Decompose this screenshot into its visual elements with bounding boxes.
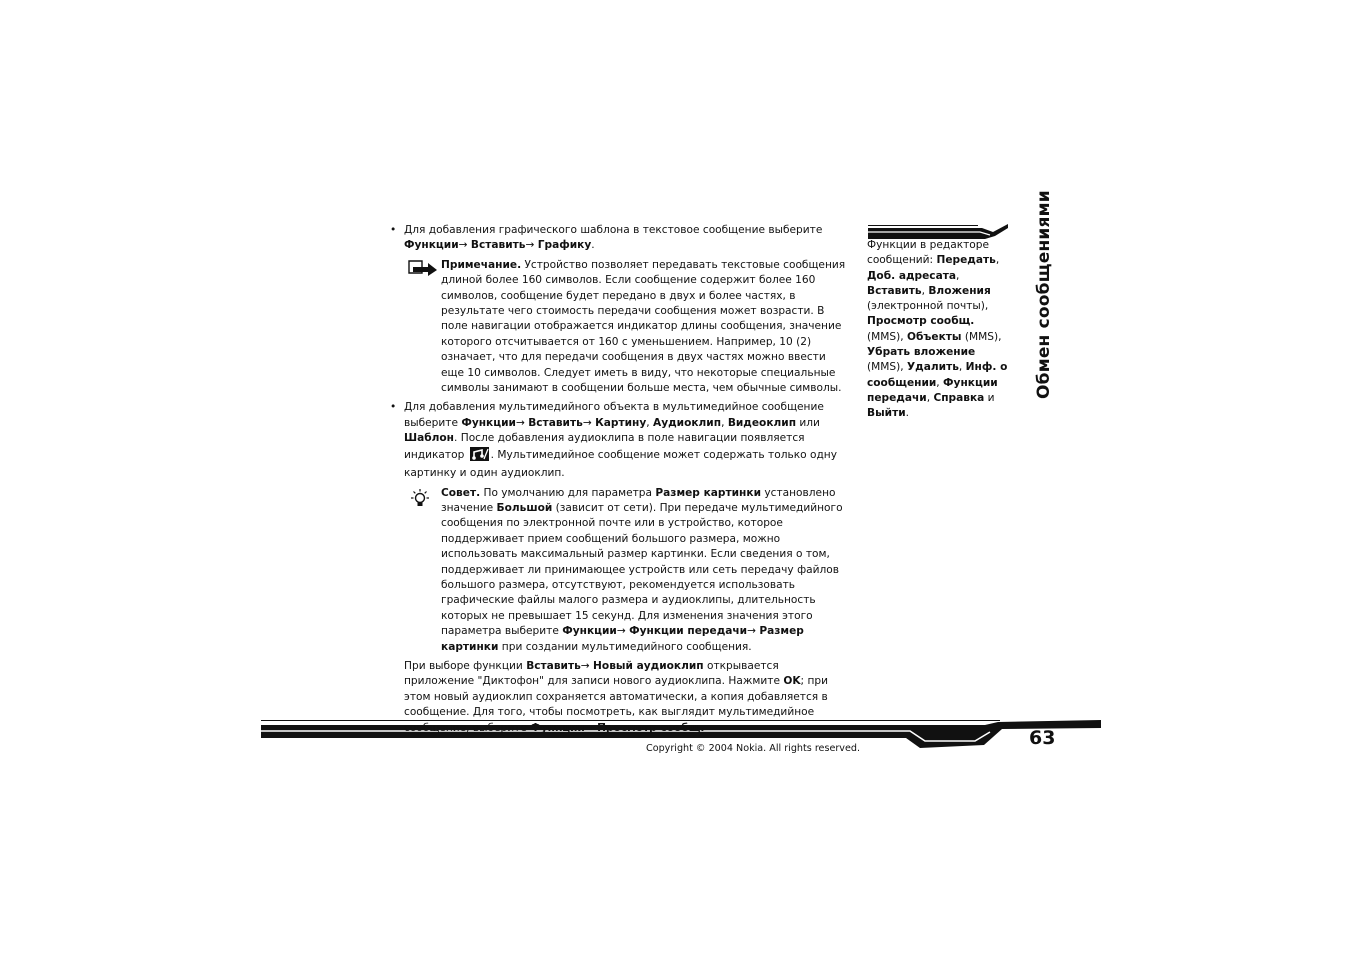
text: открывается приложение "Диктофон" для записи нового аудиоклипа. Нажмите xyxy=(404,659,784,688)
sep: , xyxy=(721,416,728,429)
menu-path-insert: Вставить xyxy=(526,659,581,672)
text: По умолчанию для параметра xyxy=(480,486,656,499)
fn-delete: Удалить xyxy=(907,361,959,374)
menu-path-insert: Вставить xyxy=(528,416,583,429)
arrow: → xyxy=(458,239,471,252)
main-content xyxy=(390,223,852,736)
arrow: → xyxy=(616,625,630,638)
arrow: → xyxy=(515,416,529,429)
option-template: Шаблон xyxy=(404,432,454,445)
fn-view-message: Просмотр сообщ. xyxy=(867,315,975,328)
sidebar-note xyxy=(867,238,1009,422)
text: (MMS), xyxy=(961,330,1002,343)
bullet-glyph: • xyxy=(390,224,397,236)
text: При выборе функции xyxy=(404,659,527,672)
menu-path-functions: Функции xyxy=(404,239,459,252)
tip-block xyxy=(390,486,852,655)
sep: или xyxy=(796,416,820,429)
sidebar-header-rule xyxy=(868,224,1008,239)
option-video-clip: Видеоклип xyxy=(727,416,797,429)
fn-objects: Объекты xyxy=(907,330,962,343)
fn-attachments: Вложения xyxy=(928,284,991,297)
text: (электронной почты), xyxy=(867,300,989,313)
fn-send-functions: Функции передачи xyxy=(867,376,998,404)
menu-path-picture-size: Размер картинки xyxy=(441,625,804,653)
text: установлено значение xyxy=(441,486,836,514)
menu-path-functions: Функции xyxy=(461,416,516,429)
fn-send: Передать xyxy=(936,254,996,267)
bullet-multimedia-object xyxy=(390,400,852,481)
menu-path-functions: Функции xyxy=(562,625,617,638)
text: (MMS), xyxy=(867,330,908,343)
arrow: → xyxy=(582,416,596,429)
menu-path-functions: Функции xyxy=(530,721,585,734)
text: (MMS), xyxy=(867,361,908,374)
copyright: Copyright © 2004 Nokia. All rights reserved. xyxy=(646,743,861,754)
fn-remove-attachment: Убрать вложение xyxy=(867,346,976,359)
arrow: → xyxy=(580,659,594,672)
text: Для добавления графического шаблона в текстовое сообщение выберите xyxy=(404,224,823,236)
text: ; при этом новый аудиоклип сохраняется автоматически, а копия добавляется в сообщение. Для того, чтобы посмотреть, как выглядит мультимедийное сообщение, выберите xyxy=(404,675,829,734)
option-picture: Картину xyxy=(595,416,647,429)
fn-message-info: Инф. о сообщении xyxy=(867,361,1008,389)
text: Для добавления мультимедийного объекта в мультимедийное сообщение выберите xyxy=(404,401,824,429)
fn-insert: Вставить xyxy=(867,284,922,297)
arrow: → xyxy=(584,721,598,734)
option-audio-clip: Аудиоклип xyxy=(653,416,722,429)
text: . xyxy=(591,239,595,252)
text: при создании мультимедийного сообщения. xyxy=(498,640,752,653)
text: Функции в редакторе сообщений: xyxy=(867,239,990,267)
key-ok: OK xyxy=(783,675,801,688)
param-picture-size: Размер картинки xyxy=(655,486,761,499)
bullet-glyph: • xyxy=(390,401,397,414)
sep: , xyxy=(936,376,944,389)
text: и xyxy=(984,391,995,404)
option-view-message: Просмотр сообщ. xyxy=(597,721,705,734)
fn-help: Справка xyxy=(933,391,985,404)
note-label: Примечание. xyxy=(441,258,522,271)
fn-add-recipient: Доб. адресата xyxy=(867,269,957,282)
audio-clip-indicator-icon xyxy=(470,447,489,466)
text: . После добавления аудиоклипа в поле навигации появляется индикатор xyxy=(404,432,805,461)
lightbulb-icon xyxy=(408,487,432,516)
text: . Мультимедийное сообщение может содержать только одну картинку и один аудиоклип. xyxy=(404,448,837,480)
text: . xyxy=(905,407,910,420)
sep: , xyxy=(926,391,934,404)
note-text: Устройство позволяет передавать текстовые сообщения длиной более 160 символов. Если сообщение содержит более 160 символов, сообщение будет передано в двух и более частях, в результате чего стоимость передачи сообщения может возрасти. В поле навигации отображается индикатор длины сообщения, значение которого отсчитывается от 160 с уменьшением. Например, 10 (2) означает, что для передачи сообщения в двух частях можно ввести еще 10 символов. Следует иметь в виду, что некоторые специальные символы занимают в сообщении больше места, чем обычные символы. xyxy=(441,258,846,395)
sep: , xyxy=(921,284,929,297)
section-title: Обмен сообщениями xyxy=(1034,190,1054,399)
tip-label: Совет. xyxy=(441,486,481,499)
bullet-graphic-template xyxy=(390,223,852,254)
sep: , xyxy=(646,416,653,429)
option-new-audio-clip: Новый аудиоклип xyxy=(593,659,704,672)
note-block xyxy=(390,258,852,397)
menu-path-insert: Вставить xyxy=(470,239,526,252)
sep: , xyxy=(956,269,960,282)
fn-exit: Выйти xyxy=(867,407,906,420)
note-icon xyxy=(408,259,438,282)
text: (зависит от сети). При передаче мультимедийного сообщения по электронной почте или в устройство, которое поддерживает прием сообщений большого размера, можно использовать максимальный размер картинки. Если сведения о том, поддерживает ли принимающее устройств или сеть передачу файлов большого размера, отсутствуют, рекомендуется использовать графические файлы малого размера и аудиоклипы, длительность которых не превышает 15 секунд. Для изменения значения этого параметра выберите xyxy=(441,501,843,638)
paragraph-new-audio-clip xyxy=(390,659,852,736)
arrow: → xyxy=(525,239,538,252)
arrow: → xyxy=(747,625,760,638)
sep: , xyxy=(958,361,966,374)
menu-path-send-functions: Функции передачи xyxy=(629,625,748,638)
sep: , xyxy=(995,254,1000,267)
page-number: 63 xyxy=(1029,727,1056,749)
value-large: Большой xyxy=(496,501,553,514)
menu-path-graphic: Графику xyxy=(537,239,592,252)
